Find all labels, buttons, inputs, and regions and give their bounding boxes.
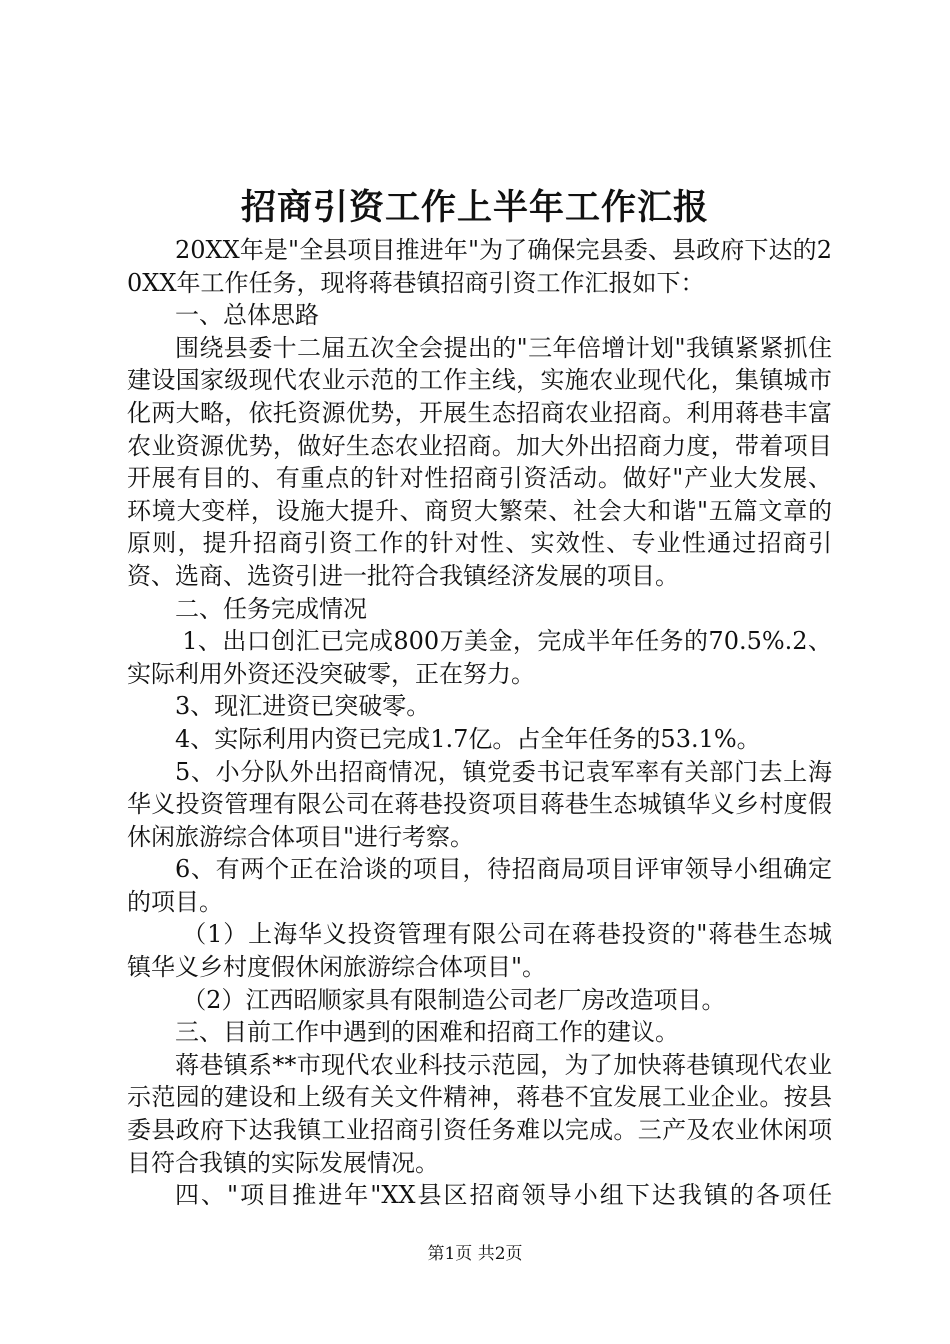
heading-project-year: 四、"项目推进年"XX县区招商领导小组下达我镇的各项任 [175,1181,832,1210]
document-title: 招商引资工作上半年工作汇报 [240,187,709,228]
paragraph-task-4: 4、实际利用内资已完成1.7亿。占全年任务的53.1%。 [175,724,761,753]
paragraph-project-2: （2）江西昭顺家具有限制造公司老厂房改造项目。 [182,985,726,1014]
paragraph-task-6: 6、有两个正在洽谈的项目，待招商局项目评审领导小组确定的项目。 [127,855,832,916]
paragraph-intro: 20XX年是"全县项目推进年"为了确保完县委、县政府下达的20XX年工作任务，现将蒋巷镇招商引资工作汇报如下： [127,236,832,297]
paragraph-project-1: （1）上海华义投资管理有限公司在蒋巷投资的"蒋巷生态城镇华义乡村度假休闲旅游综合体项目"。 [127,920,832,982]
paragraph-difficulties: 蒋巷镇系**市现代农业科技示范园，为了加快蒋巷镇现代农业示范园的建设和上级有关文件精神，蒋巷不宜发展工业企业。按县委县政府下达我镇工业招商引资任务难以完成。三产及农业休闲项目符合我镇的实际发展情况。 [127,1050,832,1177]
paragraph-task-5: 5、小分队外出招商情况，镇党委书记袁军率有关部门去上海华义投资管理有限公司在蒋巷投资项目蒋巷生态城镇华义乡村度假休闲旅游综合体项目"进行考察。 [127,757,832,851]
paragraph-task-1-2: 1、出口创汇已完成800万美金，完成半年任务的70.5%.2、实际利用外资还没突破零，正在努力。 [127,627,832,688]
paragraph-task-3: 3、现汇进资已突破零。 [175,692,431,721]
paragraph-overall-approach: 围绕县委十二届五次全会提出的"三年倍增计划"我镇紧紧抓住建设国家级现代农业示范的工作主线，实施农业现代化，集镇城市化两大略，依托资源优势，开展生态招商农业招商。利用蒋巷丰富农业资源优势，做好生态农业招商。加大外出招商力度，带着项目开展有目的、有重点的针对性招商引资活动。做好"产业大发展、环境大变样，设施大提升、商贸大繁荣、社会大和谐"五篇文章的原则，提升招商引资工作的针对性、实效性、专业性通过招商引资、选商、选资引进一批符合我镇经济发展的项目。 [127,333,832,590]
heading-difficulties: 三、目前工作中遇到的困难和招商工作的建议。 [175,1018,679,1047]
document-body [127,234,832,1212]
heading-task-completion: 二、任务完成情况 [175,594,367,623]
page-footer: 第1页 共2页 [427,1244,523,1264]
heading-overall-approach: 一、总体思路 [175,301,319,330]
